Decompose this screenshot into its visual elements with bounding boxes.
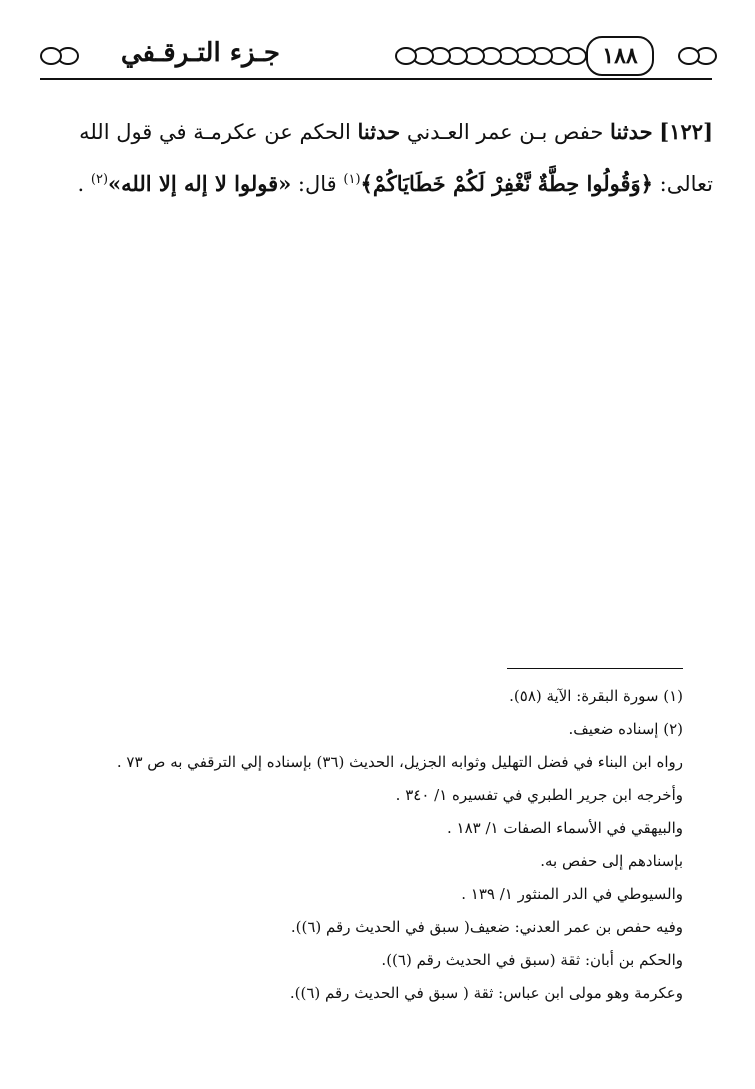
footnotes — [63, 680, 683, 1010]
hadith-text — [41, 108, 713, 208]
footnote-line: وفيه حفص بن عمر العدني: ضعيف( سبق في الحديث رقم (٦)). — [290, 918, 683, 936]
header-ornament-middle — [395, 44, 582, 68]
footnote-line: والحكم بن أبان: ثقة (سبق في الحديث رقم (٦)). — [381, 951, 683, 969]
footnote-ref: (١) — [343, 172, 361, 187]
footnote-line: والسيوطي في الدر المنثور ١/ ١٣٩ . — [461, 885, 683, 903]
footnote-line: وعكرمة وهو مولى ابن عباس: ثقة ( سبق في الحديث رقم (٦)). — [289, 984, 683, 1002]
footnote-line: (١) سورة البقرة: الآية (٥٨). — [509, 687, 683, 705]
footnote-line: والبيهقي في الأسماء الصفات ١/ ١٨٣ . — [446, 819, 683, 837]
isnad-word: حدثنا — [357, 119, 401, 144]
footnote-line: بإسنادهم إلى حفص به. — [540, 852, 683, 870]
narrator-name: حفص بـن عمر العـدني — [406, 120, 604, 144]
period: . — [77, 172, 85, 196]
footnote-line: (٢) إسناده ضعيف. — [568, 720, 683, 738]
page-header — [40, 34, 712, 88]
footnote-rule — [507, 668, 683, 669]
header-ornament-left — [40, 44, 74, 68]
header-rule — [40, 78, 712, 80]
footnote-line: رواه ابن البناء في فضل التهليل وثوابه الجزيل، الحديث (٣٦) بإسناده إلي الترقفي به ص ٧٣ . — [116, 753, 683, 771]
isnad-word: حدثنا — [610, 119, 653, 144]
verse-intro: تعالى: — [659, 172, 713, 196]
said-word: قال: — [297, 172, 337, 196]
footnote-ref: (٢) — [90, 172, 109, 187]
header-title: جـزء التـرقـفي — [120, 38, 280, 68]
page-number: ١٨٨ — [586, 36, 654, 76]
narrator-chain: الحكم عن عكرمـة في قول الله — [79, 120, 351, 144]
quran-verse: ﴿وَقُولُوا حِطَّةٌ نَّغْفِرْ لَكُمْ خَطَايَاكُمْ﴾ — [360, 171, 653, 196]
hadith-number: [١٢٢] — [659, 119, 713, 144]
footnote-line: وأخرجه ابن جرير الطبري في تفسيره ١/ ٣٤٠ . — [395, 786, 683, 804]
header-ornament-right — [678, 44, 712, 68]
hadith-quote: «قولوا لا إله إلا الله» — [108, 171, 292, 196]
